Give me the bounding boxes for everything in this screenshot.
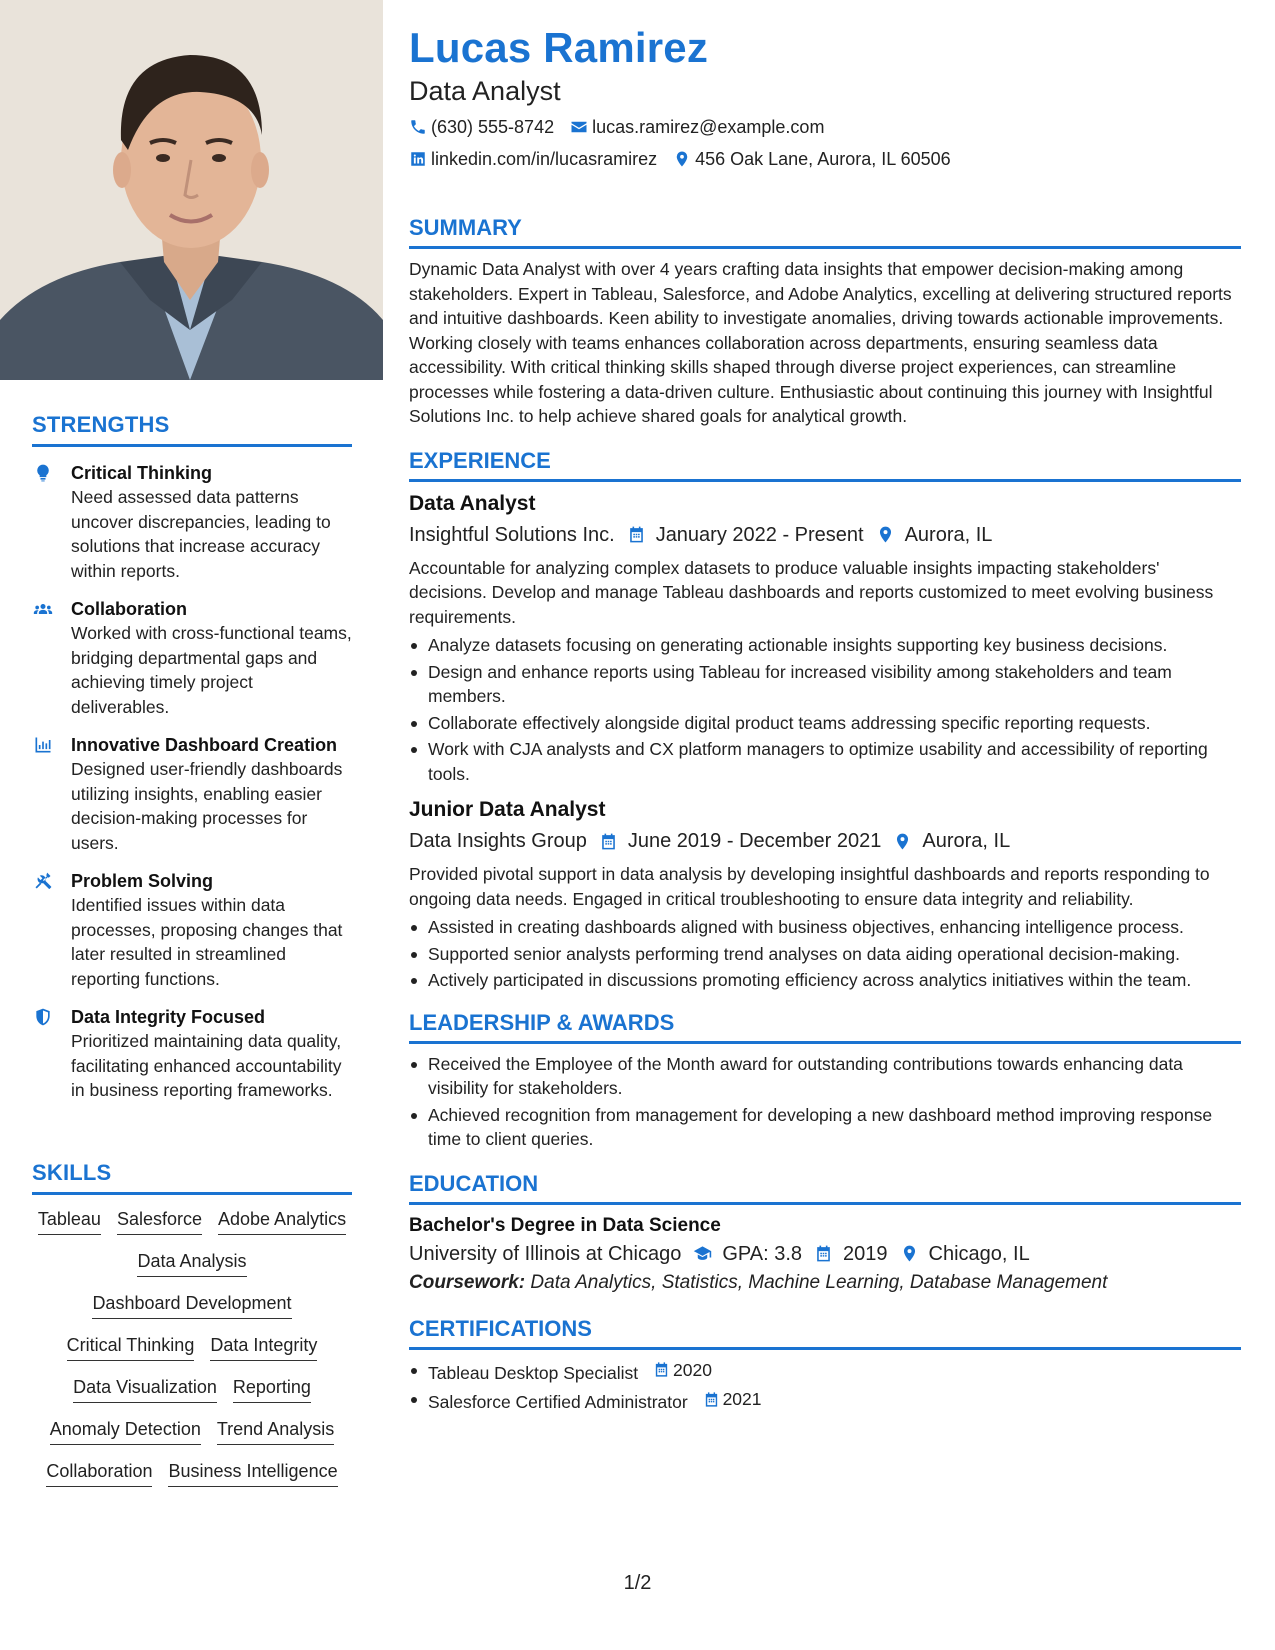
dates-text: January 2022 - Present [655, 523, 864, 546]
strength-item [32, 733, 352, 855]
skill-tag: Dashboard Development [92, 1291, 291, 1319]
skill-tag: Data Analysis [137, 1249, 246, 1277]
strength-title: Innovative Dashboard Creation [71, 735, 338, 755]
job-meta [409, 826, 1241, 856]
cert-year [653, 1358, 712, 1383]
skill-tag: Business Intelligence [168, 1459, 337, 1487]
profile-photo [0, 0, 383, 380]
lightbulb-icon [32, 463, 54, 483]
phone-contact[interactable] [409, 114, 554, 140]
chart-bar-icon [32, 735, 54, 755]
leadership-section [409, 1009, 1241, 1152]
summary-section [409, 214, 1241, 429]
job-location [876, 520, 993, 550]
school-name [409, 1239, 681, 1269]
skills-list [32, 1207, 352, 1487]
location-text: Chicago, IL [928, 1242, 1030, 1265]
job-dates [599, 826, 882, 856]
list-item: Work with CJA analysts and CX platform managers to optimize usability and accessibility of reporting tools. [409, 737, 1241, 786]
certifications-divider [409, 1347, 1241, 1350]
address-text: 456 Oak Lane, Aurora, IL 60506 [695, 149, 951, 169]
school-location [900, 1239, 1030, 1269]
dates-text: June 2019 - December 2021 [627, 830, 882, 852]
strengths-divider [32, 444, 352, 447]
skill-tag: Critical Thinking [67, 1333, 195, 1361]
calendar-icon [814, 1244, 833, 1263]
education-section [409, 1170, 1241, 1297]
leadership-divider [409, 1041, 1241, 1044]
candidate-title: Data Analyst [409, 76, 561, 106]
gpa [693, 1239, 802, 1269]
phone-icon [409, 118, 427, 136]
skill-tag: Collaboration [46, 1459, 152, 1487]
contact-row [409, 114, 1241, 140]
coursework [409, 1269, 1241, 1297]
cert-year-text: 2020 [673, 1359, 712, 1380]
email-text: lucas.ramirez@example.com [592, 117, 825, 137]
strength-item [32, 869, 352, 991]
strengths-heading: STRENGTHS [32, 412, 170, 437]
grad-year [814, 1239, 888, 1269]
calendar-icon [703, 1391, 720, 1408]
list-item: Received the Employee of the Month award for outstanding contributions towards enhancing data visibility for stakeholders. [409, 1052, 1241, 1101]
location-pin-icon [900, 1244, 919, 1263]
tools-icon [32, 871, 54, 891]
graduation-cap-icon [693, 1244, 712, 1263]
list-item: Actively participated in discussions promoting efficiency across analytics initiatives within the team. [409, 968, 1241, 993]
sidebar [0, 0, 383, 1650]
list-item: Assisted in creating dashboards aligned with business objectives, enhancing intelligence process. [409, 915, 1241, 940]
leadership-heading: LEADERSHIP & AWARDS [409, 1009, 675, 1035]
job-title: Junior Data Analyst [409, 798, 606, 821]
degree-title: Bachelor's Degree in Data Science [409, 1214, 721, 1236]
calendar-icon [599, 832, 618, 851]
shield-icon [32, 1007, 54, 1027]
skill-tag: Data Visualization [73, 1375, 217, 1403]
cert-year-text: 2021 [722, 1388, 762, 1409]
certifications-section [409, 1315, 1241, 1415]
calendar-icon [627, 525, 646, 544]
list-item [409, 1358, 1241, 1385]
strength-title: Problem Solving [71, 871, 214, 891]
calendar-icon [653, 1361, 670, 1378]
education-divider [409, 1202, 1241, 1205]
portrait-image [0, 0, 383, 380]
cert-name: Salesforce Certified Administrator [428, 1391, 688, 1412]
location-pin-icon [876, 525, 895, 544]
education-meta [409, 1239, 1241, 1269]
skills-heading: SKILLS [32, 1160, 112, 1185]
address-contact [673, 146, 951, 172]
linkedin-contact[interactable] [409, 146, 657, 172]
contact-row [409, 146, 1241, 172]
leadership-bullets [409, 1052, 1241, 1152]
strength-title: Critical Thinking [71, 463, 213, 483]
job-description: Accountable for analyzing complex datasets to produce valuable insights impacting stakeholders' decisions. Develop and manage Tableau dashboards and reports customized to meet evolving business requirements. [409, 557, 1214, 627]
strength-title: Data Integrity Focused [71, 1007, 266, 1027]
gpa-text: GPA: 3.8 [722, 1242, 803, 1265]
strength-desc: Designed user-friendly dashboards utilizing insights, enabling easier decision-making processes for users. [71, 759, 343, 853]
strength-title: Collaboration [71, 599, 187, 619]
list-item [409, 1387, 1241, 1414]
skill-tag: Tableau [38, 1207, 101, 1235]
location-text: Aurora, IL [904, 523, 993, 546]
skills-section [32, 1160, 352, 1487]
coursework-label: Coursework: [409, 1271, 526, 1293]
strength-item [32, 597, 352, 719]
strength-item [32, 1005, 352, 1103]
users-icon [32, 599, 54, 619]
skill-tag: Reporting [233, 1375, 311, 1403]
education-heading: EDUCATION [409, 1170, 539, 1196]
email-contact[interactable] [570, 114, 824, 140]
list-item: Collaborate effectively alongside digital product teams addressing specific reporting requests. [409, 711, 1241, 736]
list-item: Achieved recognition from management for developing a new dashboard method improving response time to client queries. [409, 1103, 1241, 1152]
list-item: Supported senior analysts performing trend analyses on data aiding operational decision-making. [409, 942, 1241, 967]
page-number: 1/2 [623, 1572, 652, 1594]
cert-year [703, 1387, 762, 1412]
strengths-section [32, 412, 352, 1103]
company-text: Data Insights Group [409, 830, 587, 852]
school-text: University of Illinois at Chicago [409, 1242, 682, 1265]
strength-desc: Need assessed data patterns uncover discrepancies, leading to solutions that increase accuracy within reports. [71, 487, 331, 581]
job-entry [409, 796, 1241, 993]
summary-divider [409, 246, 1241, 249]
job-company [409, 520, 615, 550]
job-bullets [409, 915, 1241, 993]
location-text: Aurora, IL [922, 830, 1011, 852]
job-company [409, 826, 587, 856]
experience-divider [409, 479, 1241, 482]
job-location [893, 826, 1010, 856]
strength-desc: Identified issues within data processes, proposing changes that later resulted in streamlined reporting functions. [71, 895, 343, 989]
experience-heading: EXPERIENCE [409, 447, 551, 473]
job-description: Provided pivotal support in data analysis by developing insightful dashboards and reports responding to ongoing data needs. Engaged in critical troubleshooting to ensure data integrity and reliability. [409, 864, 1210, 909]
certifications-list [409, 1358, 1241, 1415]
list-item: Analyze datasets focusing on generating actionable insights supporting key business decisions. [409, 633, 1241, 658]
strength-item [32, 461, 352, 583]
skill-tag: Anomaly Detection [50, 1417, 201, 1445]
skills-divider [32, 1192, 352, 1195]
linkedin-icon [409, 150, 427, 168]
location-pin-icon [893, 832, 912, 851]
certifications-heading: CERTIFICATIONS [409, 1315, 592, 1341]
job-title: Data Analyst [409, 491, 536, 515]
main-content [409, 22, 1241, 1416]
strength-desc: Worked with cross-functional teams, bridging departmental gaps and achieving timely project deliverables. [71, 623, 352, 717]
skill-tag: Adobe Analytics [218, 1207, 346, 1235]
strength-desc: Prioritized maintaining data quality, facilitating enhanced accountability in business reporting frameworks. [71, 1031, 342, 1100]
coursework-text: Data Analytics, Statistics, Machine Learning, Database Management [530, 1271, 1108, 1293]
phone-text: (630) 555-8742 [431, 117, 555, 137]
summary-heading: SUMMARY [409, 215, 522, 240]
location-pin-icon [673, 150, 691, 168]
linkedin-text: linkedin.com/in/lucasramirez [431, 149, 658, 169]
year-text: 2019 [843, 1242, 888, 1265]
skill-tag: Salesforce [117, 1207, 202, 1235]
job-entry [409, 490, 1241, 787]
job-bullets [409, 633, 1241, 786]
mail-icon [570, 118, 588, 136]
cert-name: Tableau Desktop Specialist [428, 1362, 639, 1383]
summary-text: Dynamic Data Analyst with over 4 years crafting data insights that empower decision-making among stakeholders. Expert in Tableau, Salesforce, and Adobe Analytics, excelling at delivering structured reports and intuitive dashboards. Keen ability to investigate anomalies, driving towards actionable improvements. Working closely with teams enhances collaboration across departments, ensuring seamless data accessibility. With critical thinking skills shaped through diverse project experiences, can streamline processes while fostering a data-driven culture. Enthusiastic about continuing this journey with Insightful Solutions Inc. to help achieve shared goals for analytical growth. [409, 259, 1232, 426]
skill-tag: Data Integrity [210, 1333, 317, 1361]
job-meta [409, 520, 1241, 550]
job-dates [627, 520, 864, 550]
skill-tag: Trend Analysis [217, 1417, 334, 1445]
candidate-name: Lucas Ramirez [409, 24, 709, 71]
experience-section [409, 447, 1241, 993]
list-item: Design and enhance reports using Tableau for increased visibility among stakeholders and team members. [409, 660, 1241, 709]
company-text: Insightful Solutions Inc. [409, 523, 615, 546]
